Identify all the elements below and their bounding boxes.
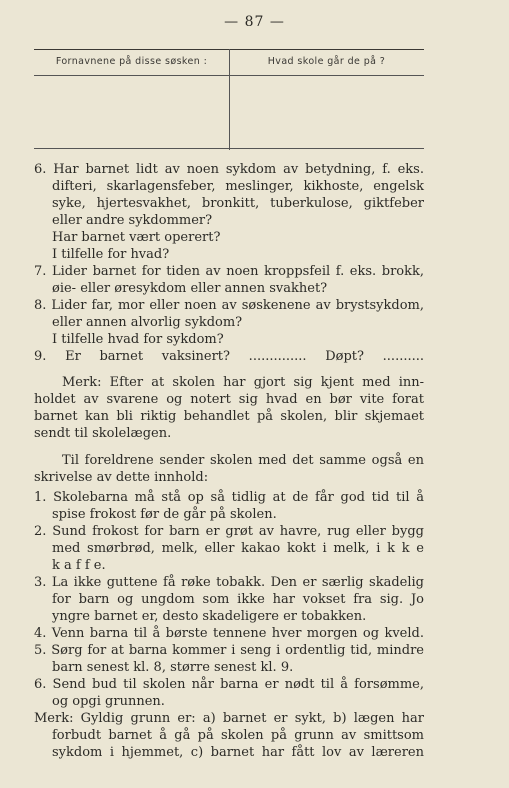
question-line: I tilfelle for hvad? [52,247,170,262]
table-header-school: Hvad skole går de på ? [267,56,386,67]
rule-line: 6. Send bud til skolen når barna er nødt til å forsømme, [34,677,424,692]
question-line: eller annen alvorlig sykdom? [52,315,243,330]
rule-line: Merk: Gyldig grunn er: a) barnet er sykt, b) lægen har [34,711,424,726]
intro-line: skrivelse av dette innhold: [34,470,209,485]
question-line: 6. Har barnet lidt av noen sykdom av betydning, f. eks. [34,162,424,177]
page-number: — 87 — [224,14,285,30]
note-line: Merk: Efter at skolen har gjort sig kjent med inn- [62,375,424,390]
question-line: 9. Er barnet vaksinert? .............. Døpt? .......... [34,349,424,364]
rule-line: forbudt barnet å gå på skolen på grunn av smittsom [52,728,424,743]
rule-line: 5. Sørg for at barna kommer i seng i ordentlig tid, mindre [34,643,424,658]
rule-line: 1. Skolebarna må stå op så tidlig at de får god tid til å [34,490,424,505]
question-line: Har barnet vært operert? [52,230,221,245]
question-line: I tilfelle hvad for sykdom? [52,332,224,347]
note-line: sendt til skolelægen. [34,426,172,441]
table-header-first-names: Fornavnene på disse søsken : [55,56,208,67]
rule-line: k a f f e. [52,558,106,573]
rule-line: barn senest kl. 8, større senest kl. 9. [52,660,294,675]
note-line: holdet av svarene og notert sig hvad en bør vite forat [34,392,424,407]
rule-line: for barn og ungdom som ikke har vokset fra sig. Jo [52,592,424,607]
siblings-table [34,49,424,150]
question-line: syke, hjertesvakhet, bronkitt, tuberkulose, giktfeber [52,196,424,211]
rule-line: 4. Venn barna til å børste tennene hver morgen og kveld. [34,626,424,641]
rule-line: og opgi grunnen. [52,694,165,709]
question-line: øie- eller øresykdom eller annen svakhet? [52,281,328,296]
question-line: 7. Lider barnet for tiden av noen kroppsfeil f. eks. brokk, [34,264,424,279]
table-bottom-rule [34,148,424,149]
note-line: barnet kan bli riktig behandlet på skolen, blir skjemaet [34,409,424,424]
question-line: eller andre sykdommer? [52,213,213,228]
table-column-divider [229,49,230,150]
rule-line: yngre barnet er, desto skadeligere er tobakken. [52,609,367,624]
question-line: difteri, skarlagensfeber, meslinger, kikhoste, engelsk [52,179,424,194]
rule-line: spise frokost før de går på skolen. [52,507,277,522]
rule-line: med smørbrød, melk, eller kakao kokt i melk, i k k e [52,541,424,556]
question-line: 8. Lider far, mor eller noen av søskenene av brystsykdom, [34,298,424,313]
rule-line: sykdom i hjemmet, c) barnet har fått lov av læreren [52,745,424,760]
rule-line: 2. Sund frokost for barn er grøt av havre, rug eller bygg [34,524,424,539]
rule-line: 3. La ikke guttene få røke tobakk. Den er særlig skadelig [34,575,424,590]
intro-line: Til foreldrene sender skolen med det samme også en [62,453,424,468]
